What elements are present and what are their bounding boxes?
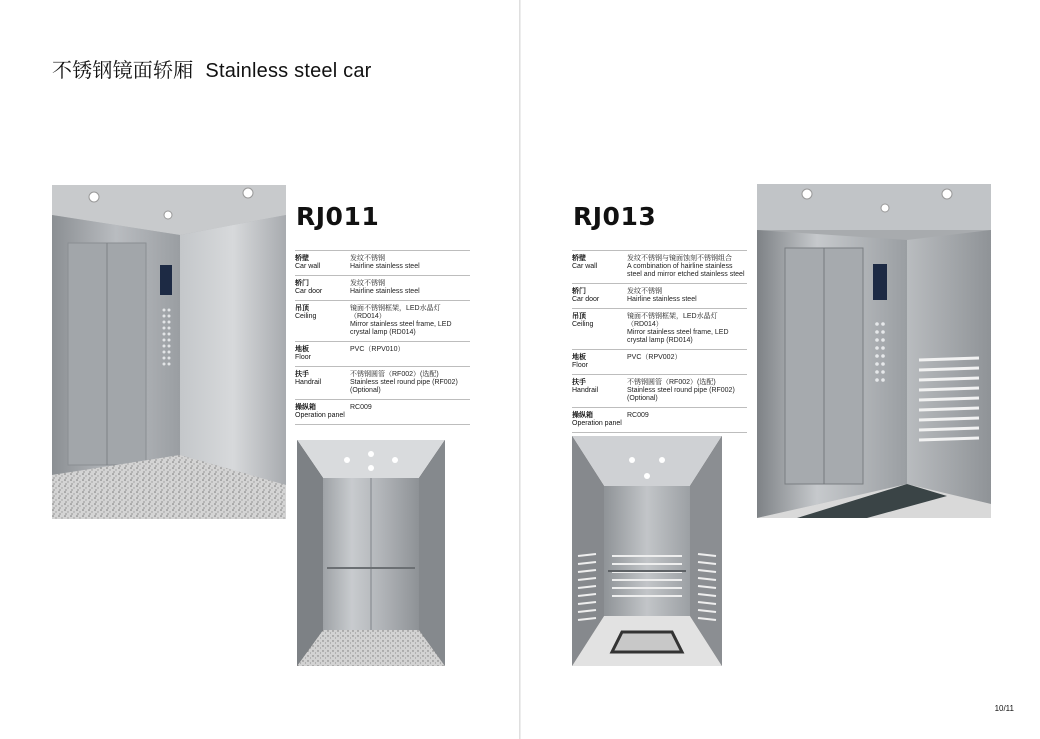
spec-value-en: Mirror stainless steel frame, LED crystal lamp (RD014) bbox=[350, 321, 452, 336]
spec-label-cn: 地板 bbox=[572, 354, 586, 361]
rj011-front-photo bbox=[297, 440, 445, 666]
spec-value-cn: PVC（RPV002） bbox=[627, 354, 682, 361]
spec-label-cn: 吊顶 bbox=[295, 305, 309, 312]
spec-label-en: Car door bbox=[295, 288, 323, 295]
rj013-front-illustration bbox=[572, 436, 722, 666]
spec-label-en: Operation panel bbox=[572, 420, 622, 427]
rj011-corner-illustration bbox=[52, 185, 286, 519]
spec-value-cn: 镜面不锈钢框架，LED水晶灯（RD014） bbox=[350, 305, 441, 320]
spec-label-cn: 轿壁 bbox=[295, 255, 309, 262]
spec-label-cn: 扶手 bbox=[295, 371, 309, 378]
spec-row-car-door bbox=[572, 283, 747, 308]
spec-value-cn: PVC（RPV010） bbox=[350, 346, 405, 353]
spec-label-en: Ceiling bbox=[572, 321, 594, 328]
spec-row-car-wall bbox=[572, 250, 747, 283]
spec-row-handrail bbox=[295, 366, 470, 399]
spec-label-en: Ceiling bbox=[295, 313, 317, 320]
spec-label-en: Car wall bbox=[572, 263, 598, 270]
spec-label-cn: 操纵箱 bbox=[572, 412, 593, 419]
spec-label-cn: 地板 bbox=[295, 346, 309, 353]
page-number: 10/11 bbox=[994, 704, 1014, 713]
spec-label-cn: 轿门 bbox=[572, 288, 586, 295]
page-title-en: Stainless steel car bbox=[205, 60, 372, 82]
spec-value-cn: 镜面不锈钢框架，LED水晶灯（RD014） bbox=[627, 313, 718, 328]
rj013-front-photo bbox=[572, 436, 722, 666]
spec-value-cn: 发纹不锈钢 bbox=[627, 288, 662, 295]
spec-value-cn: 发纹不锈钢 bbox=[350, 255, 385, 262]
spec-label-en: Floor bbox=[295, 354, 311, 361]
spec-value-en: Stainless steel round pipe (RF002) (Optional) bbox=[627, 387, 735, 402]
spec-row-operation-panel bbox=[295, 399, 470, 425]
spec-row-ceiling bbox=[295, 300, 470, 341]
spec-label-cn: 操纵箱 bbox=[295, 404, 316, 411]
spec-value-cn: 不锈钢圆管（RF002）(选配) bbox=[627, 379, 716, 386]
spec-row-ceiling bbox=[572, 308, 747, 349]
spec-row-car-door bbox=[295, 275, 470, 300]
spec-row-operation-panel bbox=[572, 407, 747, 433]
rj013-corner-photo bbox=[757, 184, 991, 518]
page-title bbox=[52, 54, 372, 83]
rj011-front-illustration bbox=[297, 440, 445, 666]
spec-label-en: Operation panel bbox=[295, 412, 345, 419]
spec-label-cn: 扶手 bbox=[572, 379, 586, 386]
spec-label-en: Handrail bbox=[572, 387, 599, 394]
spec-label-cn: 轿壁 bbox=[572, 255, 586, 262]
spec-row-floor bbox=[295, 341, 470, 366]
spec-value-cn: 不锈钢圆管（RF002）(选配) bbox=[350, 371, 439, 378]
spec-value-cn: RC009 bbox=[627, 412, 649, 419]
spec-value-cn: 发纹不锈钢 bbox=[350, 280, 385, 287]
page-title-cn: 不锈钢镜面轿厢 bbox=[52, 60, 194, 82]
spec-label-cn: 吊顶 bbox=[572, 313, 586, 320]
rj013-spec-table bbox=[572, 250, 747, 433]
rj013-corner-illustration bbox=[757, 184, 991, 518]
spec-row-handrail bbox=[572, 374, 747, 407]
spec-value-en: A combination of hairline stainless steel and mirror etched stainless steel bbox=[627, 263, 745, 278]
spec-value-cn: RC009 bbox=[350, 404, 372, 411]
rj011-corner-photo bbox=[52, 185, 286, 519]
rj011-model-title: RJ011 bbox=[296, 202, 380, 231]
spec-value-cn: 发纹不锈钢与镜面蚀刻不锈钢组合 bbox=[627, 255, 732, 262]
spec-label-en: Car wall bbox=[295, 263, 321, 270]
spec-row-floor bbox=[572, 349, 747, 374]
spec-label-en: Handrail bbox=[295, 379, 322, 386]
spec-value-en: Hairline stainless steel bbox=[627, 296, 697, 303]
rj011-spec-table bbox=[295, 250, 470, 425]
spec-label-en: Floor bbox=[572, 362, 588, 369]
spec-value-en: Hairline stainless steel bbox=[350, 263, 420, 270]
spec-label-cn: 轿门 bbox=[295, 280, 309, 287]
spec-label-en: Car door bbox=[572, 296, 600, 303]
spec-row-car-wall bbox=[295, 250, 470, 275]
spec-value-en: Stainless steel round pipe (RF002) (Optional) bbox=[350, 379, 458, 394]
rj013-model-title: RJ013 bbox=[573, 202, 657, 231]
spec-value-en: Mirror stainless steel frame, LED crystal lamp (RD014) bbox=[627, 329, 729, 344]
spec-value-en: Hairline stainless steel bbox=[350, 288, 420, 295]
